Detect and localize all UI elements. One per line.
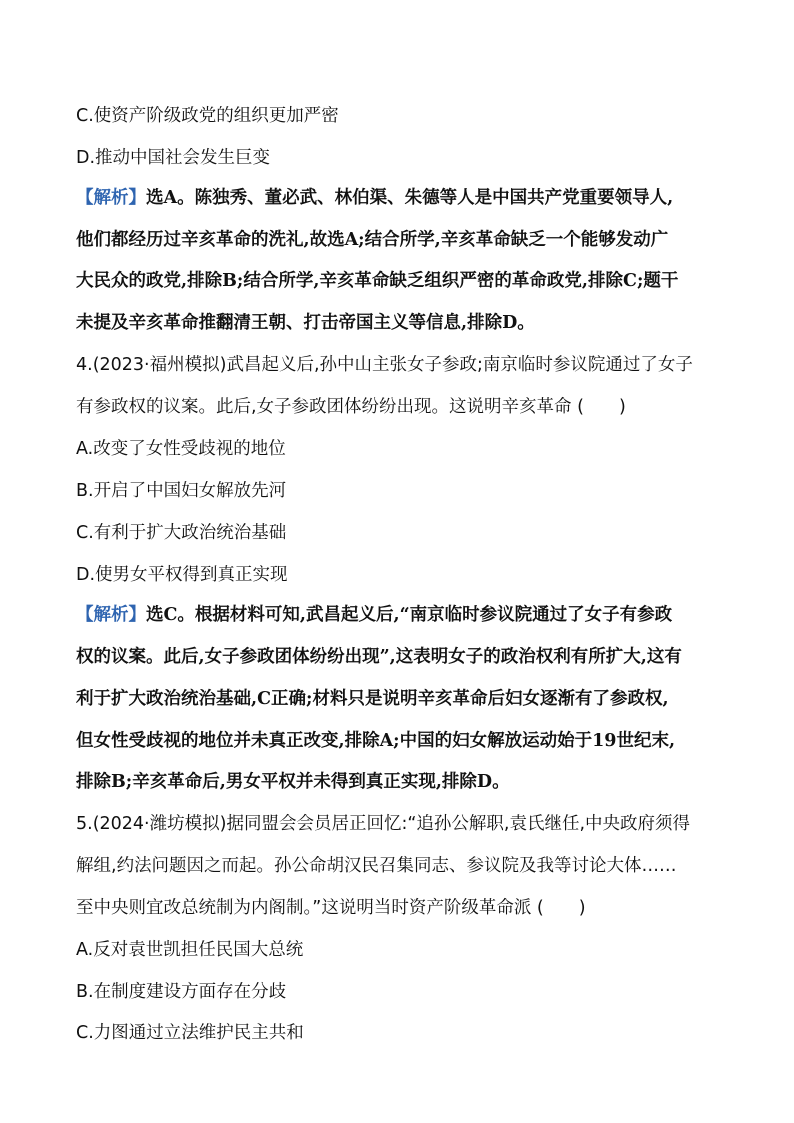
q4-analysis-text-1: 选C。根据材料可知,武昌起义后,“南京临时参议院通过了女子有参政 xyxy=(146,605,673,625)
q3-analysis-line-4: 未提及辛亥革命推翻清王朝、打击帝国主义等信息,排除D。 xyxy=(76,313,535,333)
q4-stem-line-2: 有参政权的议案。此后,女子参政团体纷纷出现。这说明辛亥革命 ( ) xyxy=(76,397,626,417)
q4-option-a[interactable]: A.改变了女性受歧视的地位 xyxy=(76,439,286,459)
q3-analysis-line-2: 他们都经历过辛亥革命的洗礼,故选A;结合所学,辛亥革命缺乏一个能够发动广 xyxy=(76,230,669,250)
q3-analysis-line-3: 大民众的政党,排除B;结合所学,辛亥革命缺乏组织严密的革命政党,排除C;题干 xyxy=(76,271,679,291)
q3-analysis-text-1: 选A。陈独秀、董必武、林伯渠、朱德等人是中国共产党重要领导人, xyxy=(146,188,674,208)
q5-option-c[interactable]: C.力图通过立法维护民主共和 xyxy=(76,1023,304,1043)
q3-analysis-line-1 xyxy=(76,186,673,210)
q4-analysis-line-5: 排除B;辛亥革命后,男女平权并未得到真正实现,排除D。 xyxy=(76,772,510,792)
q4-analysis-line-1 xyxy=(76,603,672,627)
q4-option-b[interactable]: B.开启了中国妇女解放先河 xyxy=(76,481,287,501)
q5-option-b[interactable]: B.在制度建设方面存在分歧 xyxy=(76,982,287,1002)
q4-analysis-line-2: 权的议案。此后,女子参政团体纷纷出现”,这表明女子的政治权利有所扩大,这有 xyxy=(76,647,682,667)
analysis-tag: 【解析】 xyxy=(76,605,146,625)
q4-stem-line-1: 4.(2023·福州模拟)武昌起义后,孙中山主张女子参政;南京临时参议院通过了女子 xyxy=(76,355,693,375)
q5-option-a[interactable]: A.反对袁世凯担任民国大总统 xyxy=(76,940,304,960)
q3-option-c[interactable]: C.使资产阶级政党的组织更加严密 xyxy=(76,106,339,126)
q4-option-d[interactable]: D.使男女平权得到真正实现 xyxy=(76,565,288,585)
q4-analysis-line-3: 利于扩大政治统治基础,C正确;材料只是说明辛亥革命后妇女逐渐有了参政权, xyxy=(76,689,669,709)
analysis-tag: 【解析】 xyxy=(76,188,146,208)
q5-stem-line-3: 至中央则宜改总统制为内阁制。”这说明当时资产阶级革命派 ( ) xyxy=(76,898,586,918)
q4-analysis-line-4: 但女性受歧视的地位并未真正改变,排除A;中国的妇女解放运动始于19世纪末, xyxy=(76,731,676,751)
q5-stem-line-1: 5.(2024·潍坊模拟)据同盟会会员居正回忆:“追孙公解职,袁氏继任,中央政府须得 xyxy=(76,814,691,834)
q5-stem-line-2: 解组,约法问题因之而起。孙公命胡汉民召集同志、参议院及我等讨论大体…… xyxy=(76,856,677,876)
q4-option-c[interactable]: C.有利于扩大政治统治基础 xyxy=(76,523,287,543)
q3-option-d[interactable]: D.推动中国社会发生巨变 xyxy=(76,148,271,168)
